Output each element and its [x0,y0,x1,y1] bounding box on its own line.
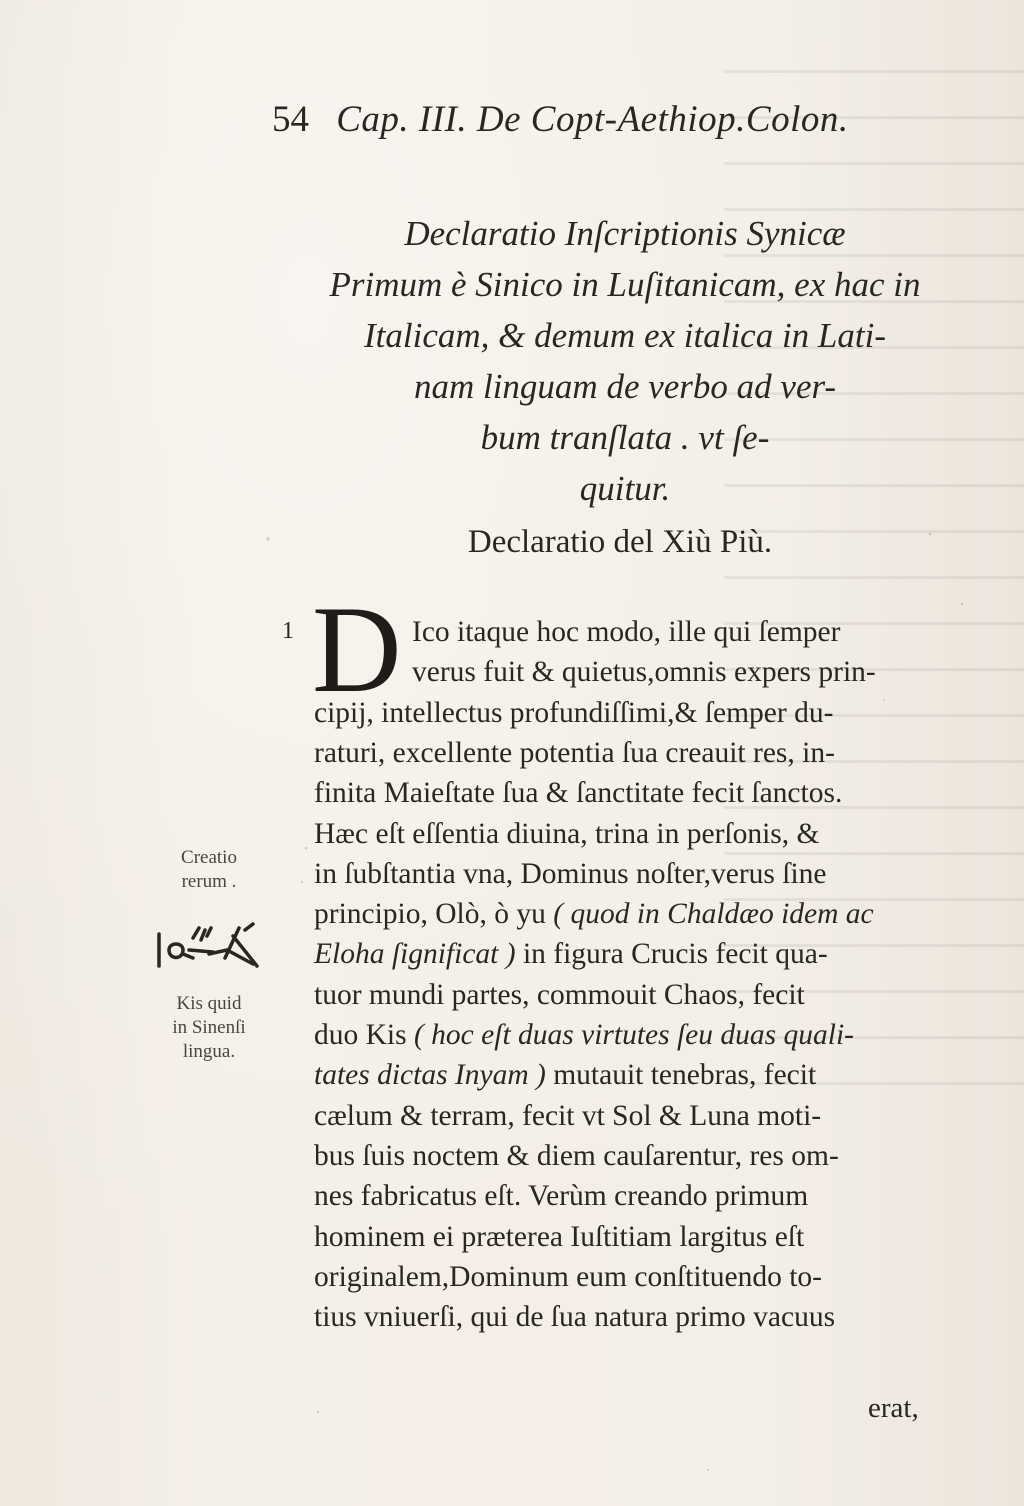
running-header [272,98,972,142]
body-line [314,1136,839,1176]
catchword: erat, [868,1392,919,1424]
body-line-segment: raturi, excellente potentia ſua creauit res, in- [314,736,835,769]
body-line-segment: verus fuit & quietus,omnis expers prin- [412,656,876,689]
margin-note-creatio [150,846,268,894]
body-line-segment: principio, Olò, ò yu [314,898,554,931]
margin-line: Kis quid [176,993,242,1014]
body-line-segment: tius vniuerſi, qui de ſua natura primo vacuus [314,1301,836,1334]
body-line-segment: in figura Crucis fecit qua- [515,938,828,971]
body-line-segment: mutauit tenebras, fecit [545,1059,817,1092]
body-line-segment: nes fabricatus eſt. Verùm creando primum [314,1180,809,1213]
body-line-segment: hominem ei præterea Iuſtitiam largitus eſt [314,1220,805,1253]
margin-note-kis [150,992,268,1064]
section-title [255,208,995,514]
body-line [314,693,833,733]
body-line [412,652,876,692]
subheading: Declaratio del Xiù Più. [467,524,773,560]
margin-line: in Sinenſi [172,1017,246,1038]
body-line [314,1297,835,1337]
body-line [314,1217,804,1257]
title-line: nam linguam de verbo ad ver- [413,367,837,406]
body-line-segment: cælum & terram, fecit vt Sol & Luna moti- [314,1099,822,1132]
body-line [314,854,827,894]
page-number: 54 [272,99,309,140]
body-line [314,1257,822,1297]
body-line-segment: duo Kis [314,1019,414,1051]
body-line-italic-segment: ( hoc eſt duas virtutes ſeu duas quali- [413,1019,854,1051]
body-line [314,814,819,854]
body-line [314,1176,808,1216]
margin-line: Creatio [181,847,237,868]
body-line-segment: Ico itaque hoc modo, ille qui ſemper [412,616,841,648]
title-line: Primum è Sinico in Luſitanicam, ex hac in [329,265,921,304]
paragraph-number: 1 [282,618,294,644]
title-line: quitur. [579,469,671,508]
body-line [314,773,842,813]
margin-line: lingua. [182,1041,236,1062]
margin-line: rerum . [181,871,237,892]
body-line-italic-segment: ( quod in Chaldæo idem ac [553,898,874,931]
chinese-character-kis-icon [153,920,263,972]
body-line-segment: Hæc eſt eſſentia diuina, trina in perſonis, & [314,817,820,850]
body-line-segment: tuor mundi partes, commouit Chaos, fecit [314,978,805,1011]
body-line [314,1055,816,1095]
body-line-segment: cipij, intellectus profundiſſimi,& ſemper du- [314,696,834,729]
body-line [314,934,828,974]
body-line [314,1015,854,1055]
body-line [314,894,874,934]
title-line: Italicam, & demum ex italica in Lati- [364,316,886,355]
title-line: Declaratio Inſcriptionis Synicæ [404,214,846,253]
drop-cap: D [312,581,402,718]
body-line-segment: originalem,Dominum eum conſtituendo to- [314,1260,822,1293]
body-line [314,1096,821,1136]
body-line-segment: bus ſuis noctem & diem cauſarentur, res om- [314,1139,839,1172]
body-line [412,612,840,652]
body-line-segment: in ſubſtantia vna, Dominus noſter,verus ſine [314,857,827,890]
body-line-italic-segment: Eloha ſignificat ) [314,938,516,971]
body-line-segment: finita Maieſtate ſua & ſanctitate fecit ſanctos. [314,777,843,810]
body-line-italic-segment: tates dictas Inyam ) [314,1059,546,1092]
body-line [314,975,805,1015]
body-line [314,733,835,773]
running-title: Cap. III. De Copt-Aethiop.Colon. [336,99,849,140]
title-line: bum tranſlata . vt ſe- [480,418,770,457]
